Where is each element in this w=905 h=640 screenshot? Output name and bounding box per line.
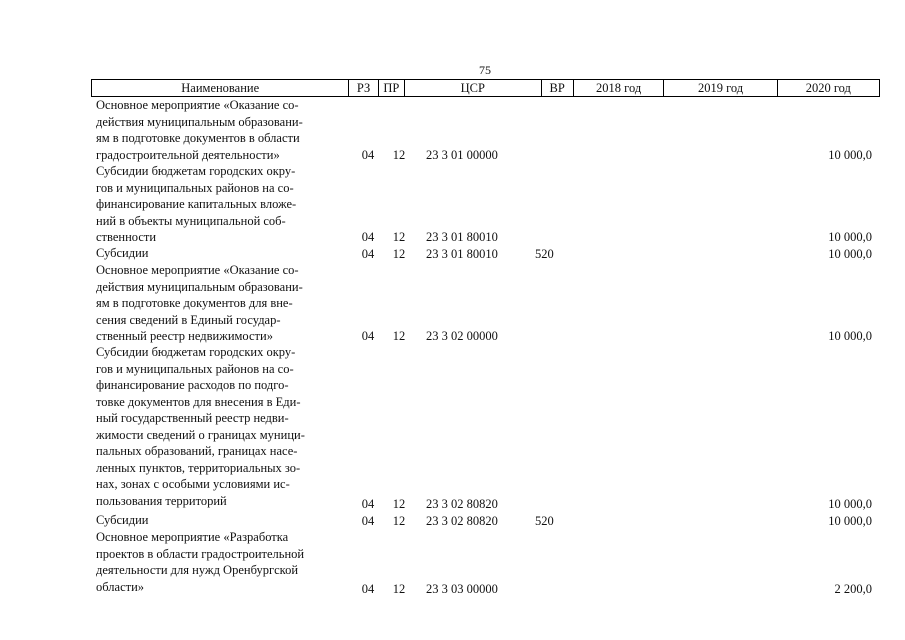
table-row — [96, 97, 880, 163]
row-pr: 12 — [392, 147, 406, 162]
row-name: Основное мероприятие «Разработка проектов в области градостроительной деятельности для нужд Оренбургской области» — [96, 530, 305, 594]
row-name: Субсидии бюджетам городских окру- гов и муниципальных районов на со- финансирование расходов по подго- товке документов для внесения в Еди- ный государственный реестр недви- жимости сведений о границах муници- пальных образований, границах насе- ленных пунктов, территориальных зо- нах, зонах с особыми условиями ис- пользования территорий — [96, 345, 305, 508]
row-pr: 12 — [392, 496, 406, 511]
row-pr: 12 — [392, 513, 406, 528]
header-2018: 2018 год — [574, 80, 665, 96]
table-row — [96, 344, 880, 512]
row-2020: 2 200,0 — [834, 581, 872, 596]
row-vr: 520 — [535, 246, 554, 261]
table-row — [96, 245, 880, 262]
row-pr: 12 — [392, 229, 406, 244]
table-row — [96, 262, 880, 344]
row-csr: 23 3 03 00000 — [426, 581, 498, 596]
row-rz: 04 — [361, 581, 375, 596]
row-rz: 04 — [361, 229, 375, 244]
row-2020: 10 000,0 — [828, 328, 872, 343]
row-rz: 04 — [361, 246, 375, 261]
row-2020: 10 000,0 — [828, 246, 872, 261]
row-2020: 10 000,0 — [828, 513, 872, 528]
row-rz: 04 — [361, 496, 375, 511]
row-pr: 12 — [392, 581, 406, 596]
row-vr: 520 — [535, 513, 554, 528]
table-row — [96, 163, 880, 245]
row-2020: 10 000,0 — [828, 147, 872, 162]
row-csr: 23 3 02 80820 — [426, 496, 498, 511]
table-row — [96, 529, 880, 597]
row-rz: 04 — [361, 513, 375, 528]
row-2020: 10 000,0 — [828, 229, 872, 244]
header-2020: 2020 год — [805, 81, 851, 95]
header-csr: ЦСР — [405, 80, 542, 96]
page-number: 75 — [479, 63, 491, 77]
header-2019: 2019 год — [664, 80, 777, 96]
row-name: Основное мероприятие «Оказание со- действия муниципальным образовани- ям в подготовке документов в области градостроительной деятельности» — [96, 98, 303, 162]
row-name: Субсидии — [96, 246, 149, 260]
row-pr: 12 — [392, 328, 406, 343]
row-rz: 04 — [361, 328, 375, 343]
header-pr: ПР — [379, 80, 405, 96]
row-name: Основное мероприятие «Оказание со- действия муниципальным образовани- ям в подготовке документов для вне- сения сведений в Единый государ- ственный реестр недвижимости» — [96, 263, 303, 343]
table-row — [96, 512, 880, 529]
row-name: Субсидии бюджетам городских окру- гов и муниципальных районов на со- финансирование капитальных вложе- ний в объекты муниципальной соб- ственности — [96, 164, 297, 244]
header-name: Наименование — [92, 80, 349, 96]
row-csr: 23 3 01 80010 — [426, 246, 498, 261]
header-rz: РЗ — [349, 80, 378, 96]
row-2020: 10 000,0 — [828, 496, 872, 511]
row-csr: 23 3 01 80010 — [426, 229, 498, 244]
row-name: Субсидии — [96, 513, 149, 527]
row-csr: 23 3 01 00000 — [426, 147, 498, 162]
row-csr: 23 3 02 80820 — [426, 513, 498, 528]
row-pr: 12 — [392, 246, 406, 261]
row-rz: 04 — [361, 147, 375, 162]
row-csr: 23 3 02 00000 — [426, 328, 498, 343]
header-vr: ВР — [542, 80, 574, 96]
